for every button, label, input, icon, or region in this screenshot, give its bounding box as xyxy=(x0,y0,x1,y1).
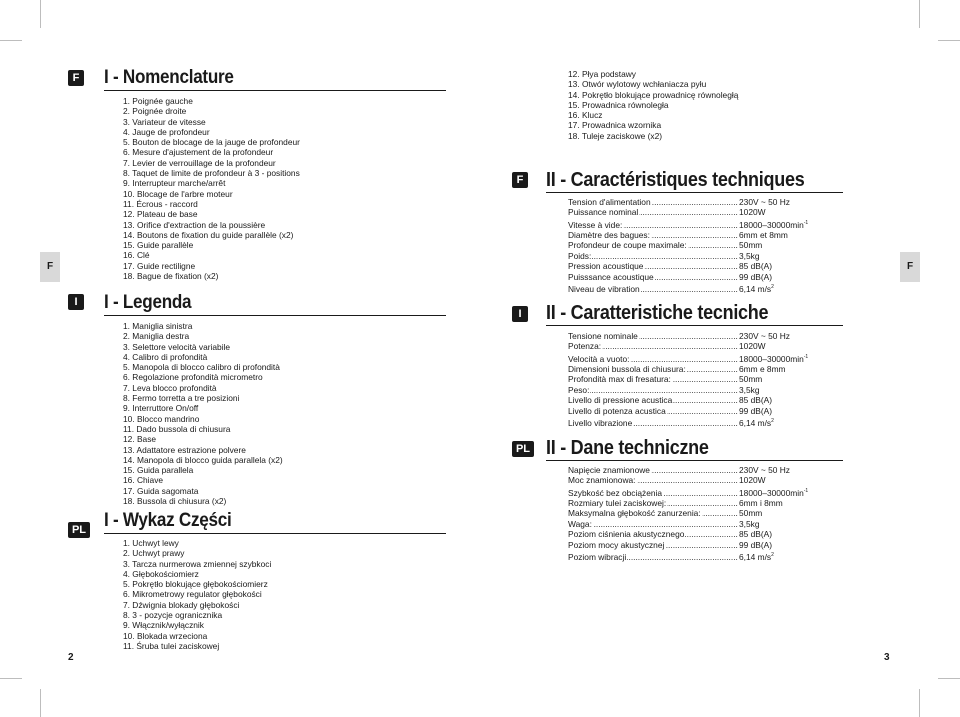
crop-mark xyxy=(919,689,920,717)
spec-row xyxy=(568,406,808,416)
spec-value: 99 dB(A) xyxy=(739,271,773,282)
spec-label: Poids: xyxy=(568,250,592,261)
spec-value: 99 dB(A) xyxy=(739,405,773,416)
spec-row xyxy=(568,385,808,395)
list-item: 10. Blocco mandrino xyxy=(123,413,200,424)
list-item: 2. Maniglia destra xyxy=(123,331,190,342)
spec-value xyxy=(738,416,774,428)
spec-value: 99 dB(A) xyxy=(739,539,773,550)
spec-row xyxy=(568,207,808,217)
list-item: 1. Maniglia sinistra xyxy=(123,321,193,331)
list-item: 1. Uchwyt lewy xyxy=(123,538,179,548)
list-item: 14. Manopola di blocco guida parallela (x2) xyxy=(123,454,283,465)
parts-list-it xyxy=(123,321,283,506)
list-item: 14. Pokrętło blokujące prowadnicę równoległą xyxy=(568,89,739,100)
list-item: 17. Guide rectiligne xyxy=(123,260,196,271)
list-item: 11. Śruba tulei zaciskowej xyxy=(123,640,220,651)
spec-table-fr xyxy=(568,197,808,294)
spec-row xyxy=(568,261,808,271)
section-title-wykaz-czesci: I - Wykaz Części xyxy=(104,510,446,534)
list-item: 9. Interruttore On/off xyxy=(123,403,199,414)
list-item: 10. Blocage de l'arbre moteur xyxy=(123,188,233,199)
list-item: 7. Leva blocco profondità xyxy=(123,382,217,393)
parts-list-pl-continued xyxy=(568,69,738,141)
list-item: 5. Pokrętło blokujące głębokościomierz xyxy=(123,579,268,590)
language-badge-fr: F xyxy=(512,172,528,188)
spec-label: Poziom mocy akustycznej xyxy=(568,539,665,550)
spec-value xyxy=(738,486,808,498)
spec-row xyxy=(568,529,808,539)
spec-label: Tension d'alimentation xyxy=(568,197,651,207)
spec-value-text: 6,14 m/s xyxy=(739,417,772,428)
spec-row xyxy=(568,395,808,405)
list-item: 3. Selettore velocità variabile xyxy=(123,341,231,352)
list-item: 6. Mikrometrowy regulator głębokości xyxy=(123,589,262,600)
list-item: 12. Plateau de base xyxy=(123,209,198,220)
edge-language-tab: F xyxy=(40,252,60,282)
list-item: 17. Prowadnica wzornika xyxy=(568,120,662,131)
list-item: 4. Jauge de profondeur xyxy=(123,126,210,137)
list-item: 6. Regolazione profondità micrometro xyxy=(123,372,263,383)
crop-mark xyxy=(938,40,960,41)
spec-label: Poziom ciśnienia akustycznego xyxy=(568,529,685,540)
list-item: 7. Levier de verrouillage de la profondeur xyxy=(123,157,276,168)
section-title-dane-techniczne: II - Dane techniczne xyxy=(546,437,843,461)
spec-row xyxy=(568,240,808,250)
list-item: 13. Otwór wylotowy wchłaniacza pyłu xyxy=(568,79,707,90)
spec-label: Livello di potenza acustica xyxy=(568,405,666,416)
spec-value xyxy=(738,218,808,230)
spec-label: Pression acoustique xyxy=(568,261,644,272)
spec-row xyxy=(568,341,808,351)
spec-value: 6mm et 8mm xyxy=(739,230,788,241)
language-badge-pl: PL xyxy=(512,441,534,457)
list-item: 5. Manopola di blocco calibro di profondità xyxy=(123,362,280,373)
spec-value: 6mm i 8mm xyxy=(739,498,783,509)
spec-value-text: 18000–30000min xyxy=(739,219,804,230)
list-item: 18. Tuleje zaciskowe (x2) xyxy=(568,130,663,141)
spec-value: 230V ~ 50 Hz xyxy=(739,197,790,207)
list-item: 13. Orifice d'extraction de la poussière xyxy=(123,219,266,230)
spec-label: Puissance nominal xyxy=(568,207,639,218)
spec-label: Napięcie znamionowe xyxy=(568,465,650,475)
list-item: 12. Płya podstawy xyxy=(568,69,636,79)
spec-value: 85 dB(A) xyxy=(739,261,773,272)
spec-row xyxy=(568,550,808,562)
spec-label: Szybkość bez obciążenia xyxy=(568,487,663,498)
spec-value: 3,5kg xyxy=(739,518,760,529)
list-item: 11. Dado bussola di chiusura xyxy=(123,423,231,434)
spec-row xyxy=(568,465,808,475)
crop-mark xyxy=(40,0,41,28)
list-item: 8. 3 - pozycje ogranicznika xyxy=(123,610,223,621)
spec-row xyxy=(568,519,808,529)
section-title-caratteristiche: II - Caratteristiche tecniche xyxy=(546,302,843,326)
page-number: 2 xyxy=(68,652,74,663)
list-item: 8. Taquet de limite de profondeur à 3 - positions xyxy=(123,168,300,179)
spec-value xyxy=(738,352,808,364)
spec-row xyxy=(568,498,808,508)
spec-value-exponent: -1 xyxy=(803,219,809,226)
list-item: 18. Bussola di chiusura (x2) xyxy=(123,496,227,507)
spec-value-exponent: 2 xyxy=(771,284,774,291)
spec-row xyxy=(568,364,808,374)
crop-mark xyxy=(40,689,41,717)
list-item: 16. Clé xyxy=(123,250,150,261)
spec-label: Diamètre des bagues: xyxy=(568,230,650,241)
spec-row xyxy=(568,272,808,282)
spec-value-exponent: 2 xyxy=(771,418,774,425)
spec-value-exponent: -1 xyxy=(803,353,809,360)
list-item: 13. Adattatore estrazione polvere xyxy=(123,444,246,455)
crop-mark xyxy=(938,678,960,679)
spec-label: Velocità a vuoto: xyxy=(568,353,630,364)
list-item: 11. Écrous - raccord xyxy=(123,198,198,209)
section-title-nomenclature: I - Nomenclature xyxy=(104,67,446,91)
list-item: 4. Głębokościomierz xyxy=(123,568,199,579)
crop-mark xyxy=(919,0,920,28)
spec-value: 85 dB(A) xyxy=(739,529,773,540)
list-item: 15. Guide parallèle xyxy=(123,240,194,251)
parts-list-fr xyxy=(123,96,300,281)
spec-value-text: 6,14 m/s xyxy=(739,551,772,562)
list-item: 18. Bague de fixation (x2) xyxy=(123,271,219,282)
spec-row xyxy=(568,251,808,261)
crop-mark xyxy=(0,40,22,41)
spec-value: 230V ~ 50 Hz xyxy=(739,465,790,475)
list-item: 15. Guida parallela xyxy=(123,465,194,476)
spec-value: 230V ~ 50 Hz xyxy=(739,331,790,341)
spec-value: 6mm e 8mm xyxy=(739,364,786,375)
crop-mark xyxy=(0,678,22,679)
spec-row xyxy=(568,197,808,207)
language-badge-pl: PL xyxy=(68,522,90,538)
spec-value: 50mm xyxy=(739,374,763,385)
spec-value: 1020W xyxy=(739,341,766,352)
spec-row xyxy=(568,218,808,230)
spec-label: Waga: xyxy=(568,518,592,529)
language-badge-fr: F xyxy=(68,70,84,86)
spec-value: 1020W xyxy=(739,207,766,218)
list-item: 9. Włącznik/wyłącznik xyxy=(123,620,204,631)
list-item: 10. Blokada wrzeciona xyxy=(123,630,208,641)
section-title-caracteristiques: II - Caractéristiques techniques xyxy=(546,169,843,193)
spec-row xyxy=(568,540,808,550)
spec-label: Profondeur de coupe maximale: xyxy=(568,240,687,251)
list-item: 5. Bouton de blocage de la jauge de profondeur xyxy=(123,137,300,148)
spec-label: Maksymalna głębokość zanurzenia: xyxy=(568,508,701,519)
spec-value: 1020W xyxy=(739,475,766,486)
spec-value-text: 6,14 m/s xyxy=(739,283,772,294)
spec-row xyxy=(568,230,808,240)
list-item: 9. Interrupteur marche/arrêt xyxy=(123,178,226,189)
spec-row xyxy=(568,331,808,341)
spec-table-it xyxy=(568,331,808,428)
list-item: 8. Fermo torretta a tre posizioni xyxy=(123,393,240,404)
spec-table-pl xyxy=(568,465,808,562)
spec-label: Profondità max di fresatura: xyxy=(568,374,671,385)
list-item: 12. Base xyxy=(123,434,157,445)
spec-value: 85 dB(A) xyxy=(739,395,773,406)
spec-label: Livello vibrazione xyxy=(568,417,633,428)
list-item: 2. Poignée droite xyxy=(123,106,187,117)
spec-label: Tensione nominale xyxy=(568,331,638,341)
spec-row xyxy=(568,374,808,384)
spec-label: Peso: xyxy=(568,384,590,395)
spec-value-text: 18000–30000min xyxy=(739,353,804,364)
spec-value: 3,5kg xyxy=(739,384,760,395)
list-item: 7. Dźwignia blokady głębokości xyxy=(123,599,240,610)
list-item: 17. Guida sagomata xyxy=(123,485,199,496)
edge-language-tab: F xyxy=(900,252,920,282)
spec-label: Vitesse à vide: xyxy=(568,219,623,230)
spec-row xyxy=(568,508,808,518)
language-badge-it: I xyxy=(512,306,528,322)
spec-label: Rozmiary tulei zaciskowej: xyxy=(568,498,667,509)
spec-value xyxy=(738,550,774,562)
page-number: 3 xyxy=(884,652,890,663)
list-item: 16. Chiave xyxy=(123,475,164,486)
parts-list-pl xyxy=(123,538,271,651)
spec-label: Puisssance acoustique xyxy=(568,271,654,282)
spec-value: 50mm xyxy=(739,508,763,519)
spec-label: Dimensioni bussola di chiusura: xyxy=(568,364,686,375)
spec-value: 3,5kg xyxy=(739,250,760,261)
language-badge-it: I xyxy=(68,294,84,310)
list-item: 3. Tarcza nurmerowa zmiennej szybkoci xyxy=(123,558,272,569)
section-title-legenda: I - Legenda xyxy=(104,292,446,316)
list-item: 4. Calibro di profondità xyxy=(123,351,208,362)
spec-row xyxy=(568,475,808,485)
spec-row xyxy=(568,282,808,294)
list-item: 15. Prowadnica równoległa xyxy=(568,99,669,110)
list-item: 3. Variateur de vitesse xyxy=(123,116,206,127)
spec-label: Livello di pressione acustica xyxy=(568,395,673,406)
spec-label: Poziom wibracji xyxy=(568,551,627,562)
spec-row xyxy=(568,352,808,364)
spec-label: Moc znamionowa: xyxy=(568,475,636,486)
list-item: 1. Poignée gauche xyxy=(123,96,193,106)
list-item: 2. Uchwyt prawy xyxy=(123,548,185,559)
spec-value: 50mm xyxy=(739,240,763,251)
spec-value-text: 18000–30000min xyxy=(739,487,804,498)
list-item: 6. Mesure d'ajustement de la profondeur xyxy=(123,147,274,158)
spec-row xyxy=(568,486,808,498)
list-item: 16. Klucz xyxy=(568,110,603,121)
spec-value xyxy=(738,282,774,294)
list-item: 14. Boutons de fixation du guide parallèle (x2) xyxy=(123,229,294,240)
spec-label: Potenza: xyxy=(568,341,602,352)
spec-label: Niveau de vibration xyxy=(568,283,640,294)
spec-value-exponent: 2 xyxy=(771,552,774,559)
spec-value-exponent: -1 xyxy=(803,487,809,494)
spec-row xyxy=(568,416,808,428)
